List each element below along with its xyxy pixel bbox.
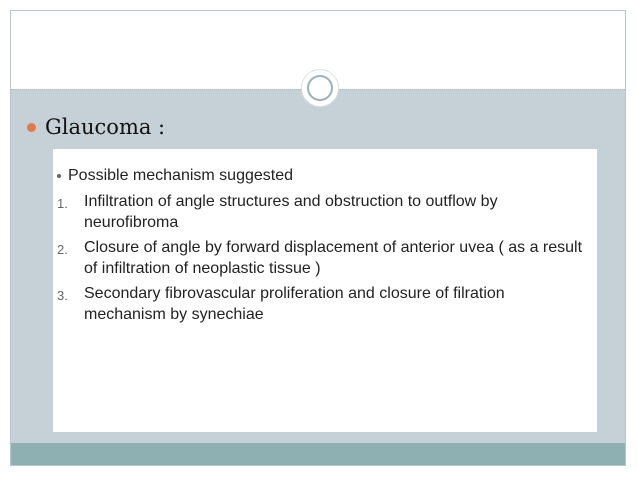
intro-line	[57, 167, 293, 185]
list-item-text: Secondary fibrovascular proliferation and closure of filration mechanism by synechiae	[84, 285, 505, 323]
decorative-ring-icon	[301, 69, 339, 107]
ring-inner	[307, 75, 333, 101]
numbered-list	[57, 191, 587, 329]
list-item	[57, 283, 587, 325]
small-bullet-icon	[57, 174, 61, 178]
list-item-text: Closure of angle by forward displacement of anterior uvea ( as a result of infiltration of neoplastic tissue )	[84, 239, 583, 277]
slide-heading	[27, 115, 165, 139]
intro-text: Possible mechanism suggested	[68, 167, 294, 184]
list-item-text: Infiltration of angle structures and obstruction to outflow by neurofibroma	[84, 193, 498, 231]
list-item-number: 2.	[57, 242, 68, 257]
bottom-bar	[11, 443, 625, 465]
list-item	[57, 191, 587, 233]
list-item	[57, 237, 587, 279]
heading-text: Glaucoma :	[45, 115, 166, 139]
content-image-box	[53, 149, 597, 432]
list-item-number: 3.	[57, 288, 68, 303]
list-item-number: 1.	[57, 196, 68, 211]
bullet-dot-icon	[27, 123, 36, 132]
slide	[10, 10, 626, 466]
